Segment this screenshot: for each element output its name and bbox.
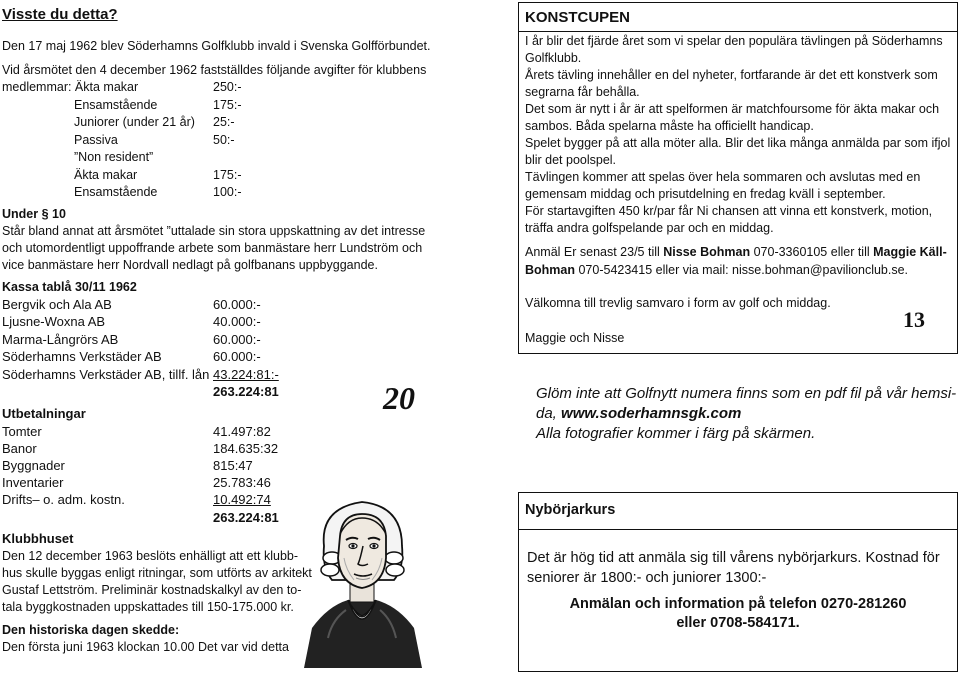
signature: Maggie och Nisse (525, 331, 625, 345)
nyborjarkurs-contact-line: Anmälan och information på telefon 0270-281260 (569, 596, 907, 612)
pdf-notice-line-1: Glöm inte att Golfnytt numera finns som en pdf fil på vår hemsi- (536, 385, 957, 402)
konstcupen-line: Tävlingen kommer att spelas över hela sommaren och avslutas med en (525, 170, 921, 184)
konstcupen-line: Spelet bygger på att alla möter alla. Blir det lika många anmälda par som ifjol (525, 136, 951, 150)
fee-value: 25:- (213, 115, 235, 129)
fee-label: Äkta makar (74, 168, 138, 182)
fees-intro-line: Vid årsmötet den 4 december 1962 fastställdes följande avgifter för klubbens (2, 63, 427, 77)
nyborjarkurs-divider (519, 529, 957, 530)
kassa-value: 60.000:- (213, 297, 261, 312)
klubbhuset-line: tala byggkostnaden uppskattades till 150-175.000 kr. (2, 600, 294, 614)
konstcupen-line: I år blir det fjärde året som vi spelar den populära tävlingen på Söderhamns (525, 34, 943, 48)
under-line: Står bland annat att årsmötet ”uttalade sin stora uppskattning av det intresse (2, 224, 426, 238)
konstcupen-line: sambos. Båda spelarna måste ha officiellt handicap. (525, 119, 814, 133)
klubbhuset-heading: Klubbhuset (2, 531, 74, 546)
utbet-label: Inventarier (2, 475, 64, 490)
fee-value: 250:- (213, 80, 242, 94)
under-line: och utomordentligt uppoffrande arbete som banmästare herr Lundström och (2, 241, 423, 255)
anmal-line-1: Anmäl Er senast 23/5 till Nisse Bohman 070-3360105 eller till Maggie Käll- (525, 245, 947, 259)
utbet-heading: Utbetalningar (2, 406, 86, 421)
nyborjarkurs-heading: Nybörjarkurs (525, 502, 616, 518)
valkomna-line: Välkomna till trevlig samvaro i form av golf och middag. (525, 296, 831, 310)
klubbhuset-line: Den 12 december 1963 beslöts enhälligt att ett klubb- (2, 549, 299, 563)
under-line: vice banmästare herr Nordvall nedlagt på golfbanans uppbyggande. (2, 258, 378, 272)
utbet-label: Drifts– o. adm. kostn. (2, 492, 125, 507)
utbet-label: Banor (2, 441, 37, 456)
portrait-illustration (298, 488, 426, 668)
utbet-label: Byggnader (2, 458, 65, 473)
konstcupen-box (518, 2, 958, 354)
utbet-value: 184.635:32 (213, 441, 279, 456)
kassa-value: 40.000:- (213, 314, 261, 329)
konstcupen-line: Årets tävling innehåller en del nyheter, fortfarande är det ett konstverk som (525, 68, 938, 82)
konstcupen-line: träffa andra golfspelande par och en middag. (525, 221, 774, 235)
george-washington-portrait-icon (298, 488, 426, 668)
nyborjarkurs-line: Det är hög tid att anmäla sig till vårens nybörjarkurs. Kostnad för (527, 550, 940, 566)
pdf-notice-line-2: da, www.soderhamnsgk.com (536, 405, 742, 422)
kassa-value: 60.000:- (213, 349, 261, 364)
kassa-heading: Kassa tablå 30/11 1962 (2, 280, 137, 294)
utbet-value: 10.492:74 (213, 492, 271, 507)
konstcupen-line: Det som är nytt i år är att spelformen är matchfoursome för äkta makar och (525, 102, 940, 116)
fee-label: Juniorer (under 21 år) (74, 115, 195, 129)
utbet-total: 263.224:81 (213, 510, 279, 525)
under-heading: Under § 10 (2, 207, 66, 221)
kassa-label: Marma-Långrörs AB (2, 332, 119, 347)
utbet-value: 41.497:82 (213, 424, 271, 439)
fee-value: 100:- (213, 185, 242, 199)
kassa-label: Söderhamns Verkstäder AB (2, 349, 162, 364)
fee-label: ”Non resident” (74, 150, 154, 164)
nyborjarkurs-contact-line: eller 0708-584171. (676, 615, 800, 631)
konstcupen-line: segrarna får behålla. (525, 85, 640, 99)
kassa-value: 60.000:- (213, 332, 261, 347)
utbet-value: 815:47 (213, 458, 253, 473)
konstcupen-divider (519, 31, 957, 32)
heading-visste: Visste du detta? (2, 6, 118, 23)
kassa-label: Söderhamns Verkstäder AB, tillf. lån (2, 367, 210, 382)
kassa-label: Bergvik och Ala AB (2, 297, 112, 312)
fee-label: Ensamstående (74, 98, 158, 112)
kassa-label: Ljusne-Woxna AB (2, 314, 106, 329)
nyborjarkurs-line: seniorer är 1800:- och juniorer 1300:- (527, 570, 767, 586)
nyborjarkurs-box (518, 492, 958, 672)
page-number-right: 13 (903, 307, 925, 332)
fee-value: 50:- (213, 133, 235, 147)
fee-value: 175:- (213, 98, 242, 112)
fee-label: Ensamstående (74, 185, 158, 199)
historiska-heading: Den historiska dagen skedde: (2, 623, 180, 637)
website-link[interactable]: www.soderhamnsgk.com (561, 405, 742, 422)
fee-value: 175:- (213, 168, 242, 182)
konstcupen-line: Golfklubb. (525, 51, 582, 65)
konstcupen-line: gemensam middag och prisutdelning en fredag kväll i september. (525, 187, 886, 201)
konstcupen-heading: KONSTCUPEN (525, 9, 631, 26)
anmal-line-2: Bohman 070-5423415 eller via mail: nisse.bohman@pavilionclub.se. (525, 263, 909, 277)
konstcupen-line: blir det poolspel. (525, 153, 617, 167)
klubbhuset-line: hus skulle byggas enligt ritningar, som utförts av arkitekt (2, 566, 312, 580)
konstcupen-line: För startavgiften 450 kr/par får Ni chansen att vinna ett konstverk, motion, (525, 204, 933, 218)
kassa-total: 263.224:81 (213, 384, 279, 399)
page-number-left: 20 (383, 380, 415, 416)
historiska-line: Den första juni 1963 klockan 10.00 Det var vid detta (2, 640, 289, 654)
utbet-label: Tomter (2, 424, 42, 439)
pdf-notice-line-3: Alla fotografier kommer i färg på skärmen. (536, 425, 816, 442)
kassa-value: 43.224:81:- (213, 367, 279, 382)
fee-label: Passiva (74, 133, 118, 147)
klubbhuset-line: Gustaf Lettström. Preliminär kostnadskalkyl av den to- (2, 583, 302, 597)
intro-line: Den 17 maj 1962 blev Söderhamns Golfklubb invald i Svenska Golfförbundet. (2, 39, 431, 53)
fees-intro-line-2: medlemmar: Äkta makar (2, 80, 139, 94)
utbet-value: 25.783:46 (213, 475, 271, 490)
